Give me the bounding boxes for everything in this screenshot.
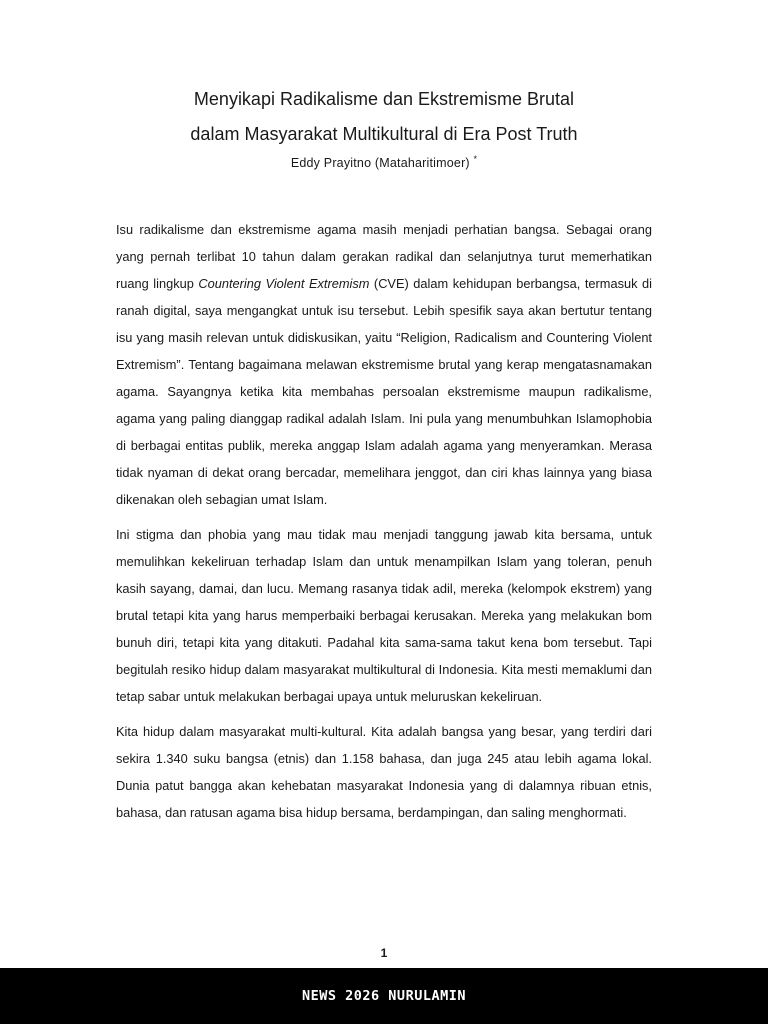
- author-footnote-mark: *: [473, 154, 478, 164]
- page-number: 1: [380, 946, 388, 960]
- paragraph-1-italic-term: Countering Violent Extremism: [198, 276, 370, 291]
- document-body: [116, 216, 652, 834]
- paragraph-3: Kita hidup dalam masyarakat multi-kultural. Kita adalah bangsa yang besar, yang terdiri dari sekira 1.340 suku bangsa (etnis) dan 1.158 bahasa, dan juga 245 atau lebih agama lokal. Dunia patut bangga akan kehebatan masyarakat Indonesia yang di dalamnya ribuan etnis, bahasa, dan ratusan agama bisa hidup bersama, berdampingan, dan saling menghormati.: [116, 724, 652, 820]
- title-block: [0, 88, 768, 170]
- paragraph-1-part-2: (CVE) dalam kehidupan berbangsa, termasuk di ranah digital, saya mengangkat untuk isu tersebut. Lebih spesifik saya akan bertutur tentang isu yang masih relevan untuk didiskusikan, yaitu “Religion, Radicalism and Countering Violent Extremism”. Tentang bagaimana melawan ekstremisme brutal yang kerap mengatasnamakan agama. Sayangnya ketika kita membahas persoalan ekstremisme maupun radikalisme, agama yang paling dianggap radikal adalah Islam. Ini pula yang menumbuhkan Islamophobia di berbagai entitas publik, mereka anggap Islam adalah agama yang menyeramkan. Merasa tidak nyaman di dekat orang bercadar, memelihara jenggot, dan ciri khas lainnya yang biasa dikenakan oleh sebagian umat Islam.: [116, 276, 652, 507]
- paragraph-2: Ini stigma dan phobia yang mau tidak mau menjadi tanggung jawab kita bersama, untuk memulihkan kekeliruan terhadap Islam dan untuk menampilkan Islam yang toleran, penuh kasih sayang, damai, dan lucu. Memang rasanya tidak adil, mereka (kelompok ekstrem) yang brutal tetapi kita yang harus memperbaiki berbagai kerusakan. Mereka yang melakukan bom bunuh diri, tetapi kita yang ditakuti. Padahal kita sama-sama takut kena bom tersebut. Tapi begitulah resiko hidup dalam masyarakat multikultural di Indonesia. Kita mesti memaklumi dan tetap sabar untuk melakukan berbagai upaya untuk meluruskan kekeliruan.: [116, 527, 652, 704]
- author-name: Eddy Prayitno (Mataharitimoer): [290, 156, 470, 171]
- document-title-line-2: dalam Masyarakat Multikultural di Era Post Truth: [190, 124, 578, 144]
- paragraph-1: [116, 216, 652, 513]
- author-line: [0, 154, 768, 170]
- document-title-line-1: Menyikapi Radikalisme dan Ekstremisme Brutal: [193, 89, 575, 109]
- footer-text: NEWS 2026 NURULAMIN: [302, 988, 466, 1004]
- paragraph-1-part-1: Isu radikalisme dan ekstremisme agama masih menjadi perhatian bangsa. Sebagai orang yang pernah terlibat 10 tahun dalam gerakan radikal dan selanjutnya turut memerhatikan ruang lingkup: [116, 222, 652, 291]
- footer-bar: [0, 968, 768, 1024]
